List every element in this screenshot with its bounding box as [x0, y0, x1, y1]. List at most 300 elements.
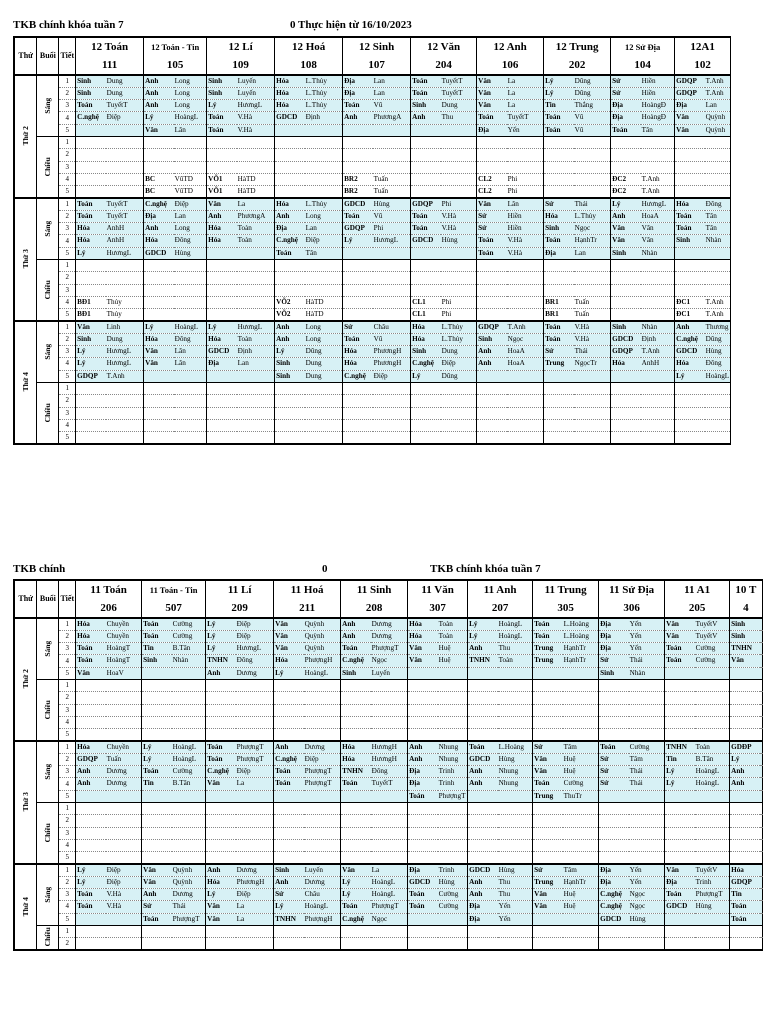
subject-cell [675, 259, 705, 271]
day-label [14, 864, 37, 950]
subject-cell: BĐ1 [76, 296, 106, 308]
teacher-cell: Toàn [237, 223, 275, 235]
teacher-cell [237, 136, 275, 148]
teacher-cell [172, 729, 206, 741]
subject-cell [730, 729, 760, 741]
teacher-cell [760, 753, 763, 765]
class-room: 209 [206, 599, 274, 618]
teacher-cell: Điệp [441, 358, 477, 370]
subject-cell [411, 272, 441, 284]
teacher-cell [172, 839, 206, 851]
teacher-cell [106, 827, 142, 839]
class-name: 12 Lí [207, 37, 275, 56]
subject-cell [76, 938, 106, 950]
subject-cell: Anh [76, 766, 106, 778]
teacher-cell [441, 259, 477, 271]
subject-cell [611, 432, 641, 444]
subject-cell: ĐC2 [611, 186, 641, 198]
day-text: Thứ 3 [20, 249, 30, 269]
subject-cell: Toán [275, 247, 305, 259]
teacher-cell: Lan [237, 358, 275, 370]
teacher-cell [172, 827, 206, 839]
teacher-cell [237, 161, 275, 173]
subject-cell [408, 667, 438, 679]
teacher-cell: Nhàn [629, 667, 665, 679]
class-name: 11 Văn [408, 580, 468, 599]
teacher-cell: PhượngT [304, 778, 341, 790]
day-label [14, 75, 37, 198]
subject-cell: Trung [544, 358, 574, 370]
period-number: 4 [59, 655, 76, 667]
teacher-cell [695, 827, 730, 839]
teacher-cell [641, 284, 675, 296]
subject-cell [408, 679, 438, 691]
subject-cell [76, 284, 106, 296]
subject-cell [206, 839, 236, 851]
subject-cell [207, 161, 237, 173]
teacher-cell: Toàn [438, 630, 468, 642]
teacher-cell [236, 716, 274, 728]
subject-cell [207, 284, 237, 296]
teacher-cell: HàTD [305, 309, 343, 321]
subject-cell: GDCD [665, 901, 695, 913]
teacher-cell [106, 679, 142, 691]
class-name: 10 T [730, 580, 763, 599]
subject-cell [76, 259, 106, 271]
teacher-cell: Đông [371, 766, 408, 778]
subject-cell: Lý [207, 321, 237, 333]
subject-cell [341, 692, 371, 704]
subject-cell: Địa [207, 358, 237, 370]
subject-cell [206, 815, 236, 827]
teacher-cell: Tâm [563, 864, 599, 876]
subject-cell [411, 259, 441, 271]
subject-cell: Sinh [275, 370, 305, 382]
teacher-cell: Thu [441, 112, 477, 124]
subject-cell [76, 382, 106, 394]
subject-cell: Văn [142, 864, 172, 876]
subject-cell [611, 309, 641, 321]
teacher-cell [174, 272, 207, 284]
teacher-cell [441, 186, 477, 198]
teacher-cell: PhượngT [438, 790, 468, 802]
teacher-cell [498, 925, 533, 937]
teacher-cell: Đông [705, 358, 731, 370]
subject-cell: Sử [142, 901, 172, 913]
teacher-cell [507, 272, 544, 284]
subject-cell: GDQP [343, 223, 373, 235]
teacher-cell [574, 432, 611, 444]
teacher-cell: Quỳnh [172, 864, 206, 876]
period-number: 3 [59, 407, 76, 419]
teacher-cell [236, 790, 274, 802]
class-room: 104 [611, 56, 675, 75]
subject-cell [477, 370, 507, 382]
teacher-cell [563, 716, 599, 728]
teacher-cell: AnhH [106, 223, 144, 235]
teacher-cell [705, 247, 731, 259]
subject-cell [207, 296, 237, 308]
teacher-cell [441, 419, 477, 431]
class-room: 211 [274, 599, 341, 618]
subject-cell [411, 284, 441, 296]
teacher-cell: Hiền [641, 87, 675, 99]
teacher-cell [441, 407, 477, 419]
teacher-cell [438, 679, 468, 691]
period-number: 4 [59, 839, 76, 851]
subject-cell [76, 692, 106, 704]
subject-cell: GDQP [76, 370, 106, 382]
subject-cell: Sinh [477, 333, 507, 345]
subject-cell [144, 272, 174, 284]
subject-cell [730, 815, 760, 827]
subject-cell [343, 382, 373, 394]
subject-cell: Hóa [76, 223, 106, 235]
teacher-cell: Đông [236, 655, 274, 667]
teacher-cell: T.Anh [106, 370, 144, 382]
teacher-cell: Lan [373, 75, 411, 87]
teacher-cell: V.Hà [507, 235, 544, 247]
subject-cell: Sinh [730, 630, 760, 642]
teacher-cell: Dương [236, 864, 274, 876]
subject-cell [411, 432, 441, 444]
teacher-cell: TuyếtT [507, 112, 544, 124]
subject-cell [144, 284, 174, 296]
teacher-cell: T.Anh [705, 75, 731, 87]
teacher-cell [172, 692, 206, 704]
subject-cell: Địa [599, 618, 629, 630]
teacher-cell: La [237, 198, 275, 210]
subject-cell: C.nghệ [675, 333, 705, 345]
teacher-cell: Hùng [438, 876, 468, 888]
col-label-tiet: Tiết [59, 580, 76, 618]
subject-cell [544, 370, 574, 382]
subject-cell: Văn [533, 753, 563, 765]
subject-cell: Địa [408, 778, 438, 790]
subject-cell [341, 827, 371, 839]
teacher-cell [760, 889, 763, 901]
subject-cell: Văn [533, 889, 563, 901]
teacher-cell: Toàn [237, 235, 275, 247]
subject-cell: Sinh [544, 223, 574, 235]
subject-cell: Lý [665, 766, 695, 778]
teacher-cell [629, 679, 665, 691]
teacher-cell: PhươngH [373, 358, 411, 370]
subject-cell: C.nghệ [411, 358, 441, 370]
teacher-cell: Dung [441, 346, 477, 358]
teacher-cell [172, 716, 206, 728]
timetable-grade-12 [13, 36, 731, 445]
teacher-cell: Chuyền [106, 618, 142, 630]
teacher-cell: Lân [174, 346, 207, 358]
teacher-cell [371, 802, 408, 814]
subject-cell [274, 729, 304, 741]
teacher-cell: PhượngT [236, 753, 274, 765]
col-label-buoi: Buổi [37, 37, 59, 75]
subject-cell [343, 149, 373, 161]
teacher-cell [237, 419, 275, 431]
teacher-cell [498, 802, 533, 814]
teacher-cell [574, 136, 611, 148]
teacher-cell: Lan [174, 210, 207, 222]
subject-cell [142, 827, 172, 839]
timetable-zero-2: 0 [322, 563, 328, 575]
teacher-cell [438, 839, 468, 851]
subject-cell [275, 382, 305, 394]
teacher-cell [371, 692, 408, 704]
teacher-cell: Lân [174, 358, 207, 370]
teacher-cell: Yến [498, 901, 533, 913]
subject-cell: Toán [408, 889, 438, 901]
class-room: 4 [730, 599, 763, 618]
teacher-cell [236, 815, 274, 827]
subject-cell [206, 802, 236, 814]
subject-cell [675, 395, 705, 407]
teacher-cell: Điệp [106, 864, 142, 876]
teacher-cell: Dung [106, 87, 144, 99]
subject-cell: Anh [142, 889, 172, 901]
teacher-cell: Toàn [438, 618, 468, 630]
teacher-cell: Dũng [705, 333, 731, 345]
subject-cell: Toán [408, 901, 438, 913]
subject-cell [408, 925, 438, 937]
teacher-cell: Linh [106, 321, 144, 333]
teacher-cell: HươngL [237, 100, 275, 112]
teacher-cell [563, 802, 599, 814]
teacher-cell [438, 815, 468, 827]
teacher-cell [106, 815, 142, 827]
teacher-cell [236, 692, 274, 704]
teacher-cell: Thu [498, 876, 533, 888]
teacher-cell [373, 382, 411, 394]
subject-cell: Anh [411, 112, 441, 124]
subject-cell [274, 839, 304, 851]
subject-cell: Anh [275, 210, 305, 222]
teacher-cell [760, 802, 763, 814]
subject-cell: Văn [477, 100, 507, 112]
teacher-cell [106, 938, 142, 950]
teacher-cell: Dương [371, 618, 408, 630]
subject-cell [206, 938, 236, 950]
teacher-cell: La [236, 913, 274, 925]
subject-cell: Hóa [408, 630, 438, 642]
teacher-cell: Tuấn [574, 309, 611, 321]
subject-cell: GDCD [207, 346, 237, 358]
subject-cell: Toán [76, 655, 106, 667]
period-number: 4 [59, 716, 76, 728]
teacher-cell [498, 852, 533, 864]
class-name: 12 Toán - Tin [144, 37, 207, 56]
subject-cell: ĐC1 [675, 309, 705, 321]
subject-cell: Văn [477, 198, 507, 210]
subject-cell [144, 407, 174, 419]
teacher-cell [760, 643, 763, 655]
teacher-cell [760, 618, 763, 630]
subject-cell: CL1 [411, 296, 441, 308]
teacher-cell: Lan [373, 87, 411, 99]
period-number: 5 [59, 124, 76, 136]
subject-cell [599, 790, 629, 802]
subject-cell: Hóa [341, 741, 371, 753]
teacher-cell: Cường [563, 778, 599, 790]
class-name: 12 Toán [76, 37, 144, 56]
subject-cell: Văn [675, 124, 705, 136]
teacher-cell: Dương [106, 778, 142, 790]
subject-cell [144, 161, 174, 173]
subject-cell: Lý [206, 889, 236, 901]
subject-cell [468, 729, 498, 741]
teacher-cell: L.Thủy [574, 210, 611, 222]
teacher-cell [237, 370, 275, 382]
teacher-cell [106, 729, 142, 741]
subject-cell: Anh [730, 766, 760, 778]
subject-cell [144, 419, 174, 431]
subject-cell: Địa [343, 75, 373, 87]
teacher-cell: HoàngL [498, 630, 533, 642]
subject-cell [275, 272, 305, 284]
teacher-cell: NgọcTr [574, 358, 611, 370]
subject-cell: TNHN [730, 643, 760, 655]
subject-cell [207, 136, 237, 148]
teacher-cell: Yến [498, 913, 533, 925]
subject-cell: CL2 [477, 186, 507, 198]
subject-cell [665, 815, 695, 827]
period-number: 4 [59, 901, 76, 913]
teacher-cell [629, 925, 665, 937]
subject-cell: C.nghệ [144, 198, 174, 210]
teacher-cell: V.Hà [574, 321, 611, 333]
teacher-cell: HoàngL [705, 370, 731, 382]
subject-cell: TNHN [206, 655, 236, 667]
subject-cell [408, 839, 438, 851]
teacher-cell [172, 852, 206, 864]
teacher-cell: La [371, 864, 408, 876]
teacher-cell: L.Thủy [305, 75, 343, 87]
subject-cell: Toán [76, 198, 106, 210]
teacher-cell: VũTD [174, 186, 207, 198]
teacher-cell: TuyếtT [441, 87, 477, 99]
teacher-cell [641, 370, 675, 382]
teacher-cell: Dương [172, 889, 206, 901]
teacher-cell: TuyếtT [441, 75, 477, 87]
teacher-cell [563, 938, 599, 950]
teacher-cell [106, 432, 144, 444]
session-label [37, 618, 59, 679]
teacher-cell: HoàngT [106, 655, 142, 667]
class-room: 305 [533, 599, 599, 618]
period-number: 1 [59, 802, 76, 814]
teacher-cell [760, 630, 763, 642]
period-number: 5 [59, 309, 76, 321]
subject-cell: Sử [599, 753, 629, 765]
teacher-cell [373, 272, 411, 284]
subject-cell: Toán [544, 124, 574, 136]
subject-cell [142, 802, 172, 814]
subject-cell: GDCD [275, 112, 305, 124]
teacher-cell: HạnhTr [574, 235, 611, 247]
teacher-cell: Quỳnh [705, 124, 731, 136]
subject-cell [599, 679, 629, 691]
subject-cell [274, 704, 304, 716]
subject-cell [675, 161, 705, 173]
teacher-cell [441, 136, 477, 148]
subject-cell: BĐ1 [76, 309, 106, 321]
teacher-cell [106, 790, 142, 802]
teacher-cell [174, 382, 207, 394]
teacher-cell [705, 419, 731, 431]
teacher-cell [705, 149, 731, 161]
teacher-cell: Tâm [629, 753, 665, 765]
subject-cell [675, 382, 705, 394]
teacher-cell [106, 716, 142, 728]
teacher-cell [695, 938, 730, 950]
subject-cell: Trung [533, 643, 563, 655]
period-number: 2 [59, 87, 76, 99]
teacher-cell: Quỳnh [304, 618, 341, 630]
subject-cell: Sử [533, 864, 563, 876]
subject-cell: GDQP [477, 321, 507, 333]
teacher-cell [641, 432, 675, 444]
teacher-cell: Phi [441, 198, 477, 210]
subject-cell [275, 259, 305, 271]
subject-cell: BR2 [343, 186, 373, 198]
subject-cell: GDCD [144, 247, 174, 259]
subject-cell [533, 704, 563, 716]
teacher-cell [760, 913, 763, 925]
teacher-cell: Ngọc [629, 889, 665, 901]
teacher-cell: HươngH [371, 753, 408, 765]
class-name: 12 Văn [411, 37, 477, 56]
teacher-cell [305, 432, 343, 444]
period-number: 4 [59, 173, 76, 185]
teacher-cell: Cường [172, 630, 206, 642]
subject-cell: Toán [341, 643, 371, 655]
teacher-cell: Trinh [438, 766, 468, 778]
subject-cell [730, 716, 760, 728]
subject-cell: Toán [477, 112, 507, 124]
teacher-cell: HoàngL [304, 667, 341, 679]
subject-cell: Lý [206, 643, 236, 655]
teacher-cell [438, 729, 468, 741]
teacher-cell: La [236, 778, 274, 790]
period-number: 3 [59, 766, 76, 778]
teacher-cell: Dung [106, 75, 144, 87]
subject-cell: Toán [343, 100, 373, 112]
teacher-cell: PhượngT [371, 901, 408, 913]
subject-cell [730, 839, 760, 851]
teacher-cell [498, 667, 533, 679]
teacher-cell: PhươngA [373, 112, 411, 124]
subject-cell: C.nghệ [343, 370, 373, 382]
subject-cell: Toán [76, 100, 106, 112]
teacher-cell [695, 729, 730, 741]
teacher-cell [760, 667, 763, 679]
teacher-cell: PhươngA [237, 210, 275, 222]
subject-cell: Sử [533, 741, 563, 753]
teacher-cell [705, 173, 731, 185]
teacher-cell: Luyến [237, 75, 275, 87]
teacher-cell: Tân [641, 124, 675, 136]
teacher-cell [574, 395, 611, 407]
subject-cell: Văn [144, 346, 174, 358]
subject-cell [144, 296, 174, 308]
teacher-cell [441, 284, 477, 296]
subject-cell [730, 704, 760, 716]
subject-cell [599, 827, 629, 839]
subject-cell [675, 136, 705, 148]
subject-cell [343, 136, 373, 148]
subject-cell [468, 839, 498, 851]
